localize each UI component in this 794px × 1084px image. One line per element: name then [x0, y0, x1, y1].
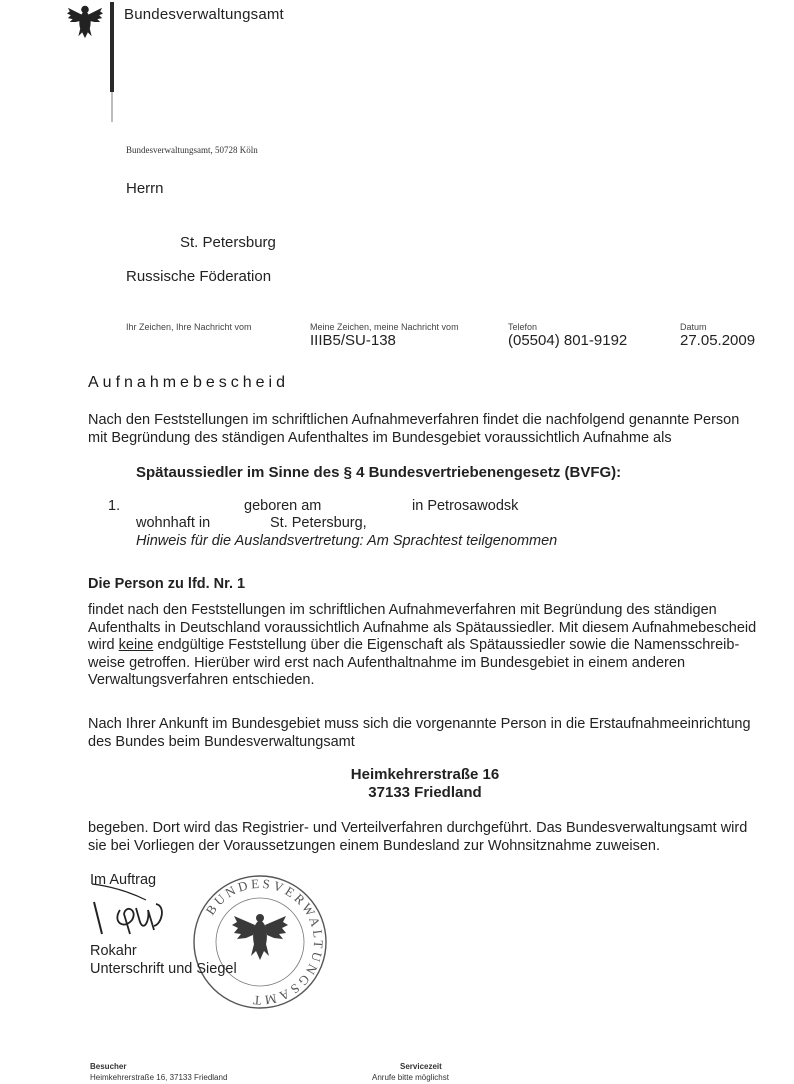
federal-eagle-icon	[66, 2, 104, 40]
footer-visitors-label: Besucher	[90, 1062, 127, 1071]
body1-line-5: Verwaltungsverfahren entschieden.	[88, 672, 315, 688]
your-ref-label: Ihr Zeichen, Ihre Nachricht vom	[126, 322, 252, 332]
intro-paragraph	[88, 412, 778, 447]
on-behalf-label: Im Auftrag	[90, 872, 157, 888]
footer-service-text: Anrufe bitte möglichst	[372, 1073, 449, 1082]
person-number: 1.	[108, 498, 121, 514]
letterhead-bar-fade	[111, 92, 113, 122]
person-ref-heading: Die Person zu lfd. Nr. 1	[88, 576, 246, 592]
person-note: Hinweis für die Auslandsvertretung: Am Sprachtest teilgenommen	[136, 533, 558, 549]
person-birthplace: in Petrosawodsk	[412, 498, 519, 514]
official-seal	[190, 872, 330, 1012]
date-value: 27.05.2009	[680, 332, 756, 349]
footer-visitors-address: Heimkehrerstraße 16, 37133 Friedland	[90, 1073, 228, 1082]
intro-line-2: mit Begründung des ständigen Aufenthaltes im Bundesgebiet voraussichtlich Aufnahme als	[88, 429, 672, 446]
recipient-salutation: Herrn	[126, 180, 164, 197]
status-heading: Spätaussiedler im Sinne des § 4 Bundesvertriebenengesetz (BVFG):	[136, 464, 622, 481]
date-label: Datum	[680, 322, 707, 332]
return-address: Bundesverwaltungsamt, 50728 Köln	[126, 145, 258, 155]
body1-emphasis: keine	[118, 637, 154, 653]
destination-city: 37133 Friedland	[368, 784, 482, 801]
body1-line-1: findet nach den Feststellungen im schriftlichen Aufnahmeverfahren mit Begründung des ständigen	[88, 602, 717, 618]
signature-caption: Unterschrift und Siegel	[90, 961, 237, 977]
body1-line-4: weise getroffen. Hierüber wird erst nach Aufenthaltnahme im Bundesgebiet in einem anderen	[88, 654, 686, 671]
handwritten-signature	[90, 880, 190, 940]
recipient-country: Russische Föderation	[126, 268, 272, 285]
person-residence-label: wohnhaft in	[136, 515, 211, 531]
body3-line-1: begeben. Dort wird das Registrier- und Verteilverfahren durchgeführt. Das Bundesverwaltungsamt wird	[88, 820, 748, 836]
body-paragraph-2	[88, 716, 790, 751]
seal-eagle-icon	[232, 914, 288, 960]
letterhead-bar	[110, 2, 114, 92]
person-residence-value: St. Petersburg,	[270, 515, 367, 531]
body1-line-3	[88, 637, 790, 655]
body-paragraph-1	[88, 602, 790, 690]
body2-line-2: des Bundes beim Bundesverwaltungsamt	[88, 733, 355, 750]
body1-line-3-pre: wird	[88, 637, 115, 653]
body1-line-3-post: endgültige Feststellung über die Eigenschaft als Spätaussiedler sowie die Namensschreib-	[157, 637, 740, 653]
phone-label: Telefon	[508, 322, 538, 332]
body3-line-2: sie bei Vorliegen der Voraussetzungen einem Bundesland zur Wohnsitznahme zuweisen.	[88, 837, 661, 854]
body2-line-1: Nach Ihrer Ankunft im Bundesgebiet muss sich die vorgenannte Person in die Erstaufnahmeeinrichtung	[88, 716, 751, 732]
recipient-city: St. Petersburg	[180, 234, 276, 251]
agency-name: Bundesverwaltungsamt	[124, 6, 284, 23]
my-ref-value: IIIB5/SU-138	[310, 332, 396, 349]
my-ref-label: Meine Zeichen, meine Nachricht vom	[310, 322, 459, 332]
intro-line-1: Nach den Feststellungen im schriftlichen Aufnahmeverfahren findet die nachfolgend genannte Person	[88, 412, 740, 428]
body1-line-2: Aufenthalts in Deutschland voraussichtlich Aufnahme als Spätaussiedler. Mit diesem Aufnahmebescheid	[88, 619, 757, 636]
phone-value: (05504) 801-9192	[508, 332, 628, 349]
seal-text: BUNDESVERWALTUNGSAMT	[202, 875, 327, 1009]
footer-service-label: Servicezeit	[400, 1062, 442, 1071]
document-title: Aufnahmebescheid	[88, 374, 289, 391]
destination-street: Heimkehrerstraße 16	[350, 766, 500, 783]
body-paragraph-3	[88, 820, 790, 855]
signer-name: Rokahr	[90, 943, 137, 959]
person-born-label: geboren am	[244, 498, 322, 514]
